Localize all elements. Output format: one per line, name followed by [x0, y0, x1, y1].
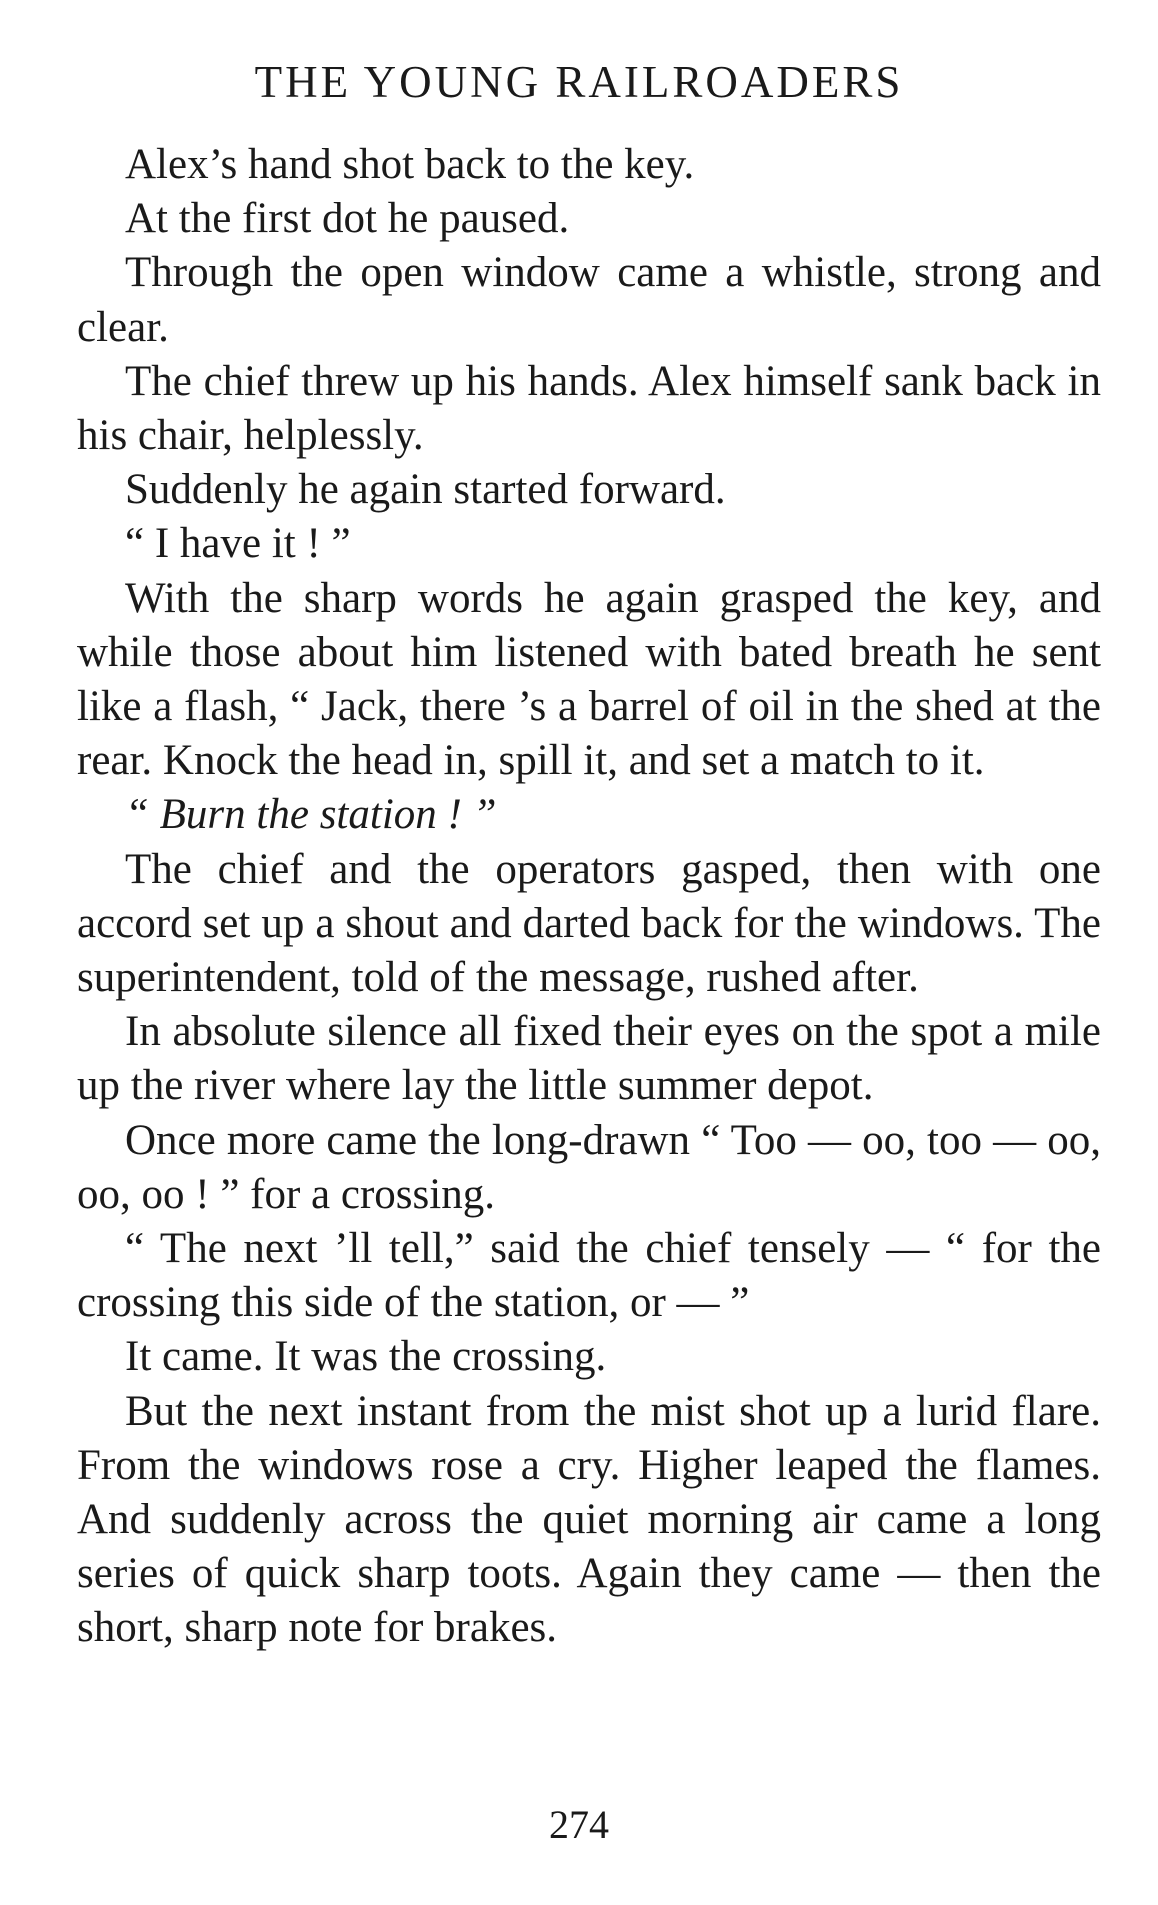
paragraph: In absolute silence all fixed their eyes on the spot a mile up the river where lay the little summer depot. — [77, 1008, 1101, 1110]
paragraph: It came. It was the crossing. — [125, 1333, 607, 1381]
paragraph: “ I have it ! ” — [125, 520, 351, 568]
paragraph: Alex’s hand shot back to the key. — [125, 141, 695, 188]
paragraph: The chief and the operators gasped, then with one accord set up a shout and darted back for the windows. The superintendent, told of the message, rushed after. — [77, 845, 1101, 1002]
paragraph: At the first dot he paused. — [125, 195, 570, 243]
paragraph: The chief threw up his hands. Alex himself sank back in his chair, helplessly. — [77, 357, 1101, 460]
paragraph-italic: “ Burn the station ! ” — [125, 791, 497, 839]
page-number: 274 — [549, 1802, 609, 1847]
paragraph: Through the open window came a whistle, strong and clear. — [77, 249, 1101, 351]
running-head: THE YOUNG RAILROADERS — [254, 57, 904, 107]
paragraph: Suddenly he again started forward. — [125, 466, 726, 514]
body-text — [77, 138, 1101, 1656]
paragraph: With the sharp words he again grasped the key, and while those about him listened with bated breath he sent like a flash, “ Jack, there ’s a barrel of oil in the shed at the rear. Knock the head in, spill it, and set a match to it. — [77, 574, 1101, 785]
paragraph: But the next instant from the mist shot up a lurid flare. From the windows rose a cry. Higher leaped the flames. And suddenly across the quiet morning air came a long series of quick sharp toots. Again they came — then the short, sharp note for brakes. — [77, 1387, 1101, 1652]
paragraph: Once more came the long-drawn “ Too — oo, too — oo, oo, oo ! ” for a crossing. — [77, 1116, 1101, 1218]
paragraph: “ The next ’ll tell,” said the chief tensely — “ for the crossing this side of the station, or — ” — [77, 1225, 1101, 1327]
